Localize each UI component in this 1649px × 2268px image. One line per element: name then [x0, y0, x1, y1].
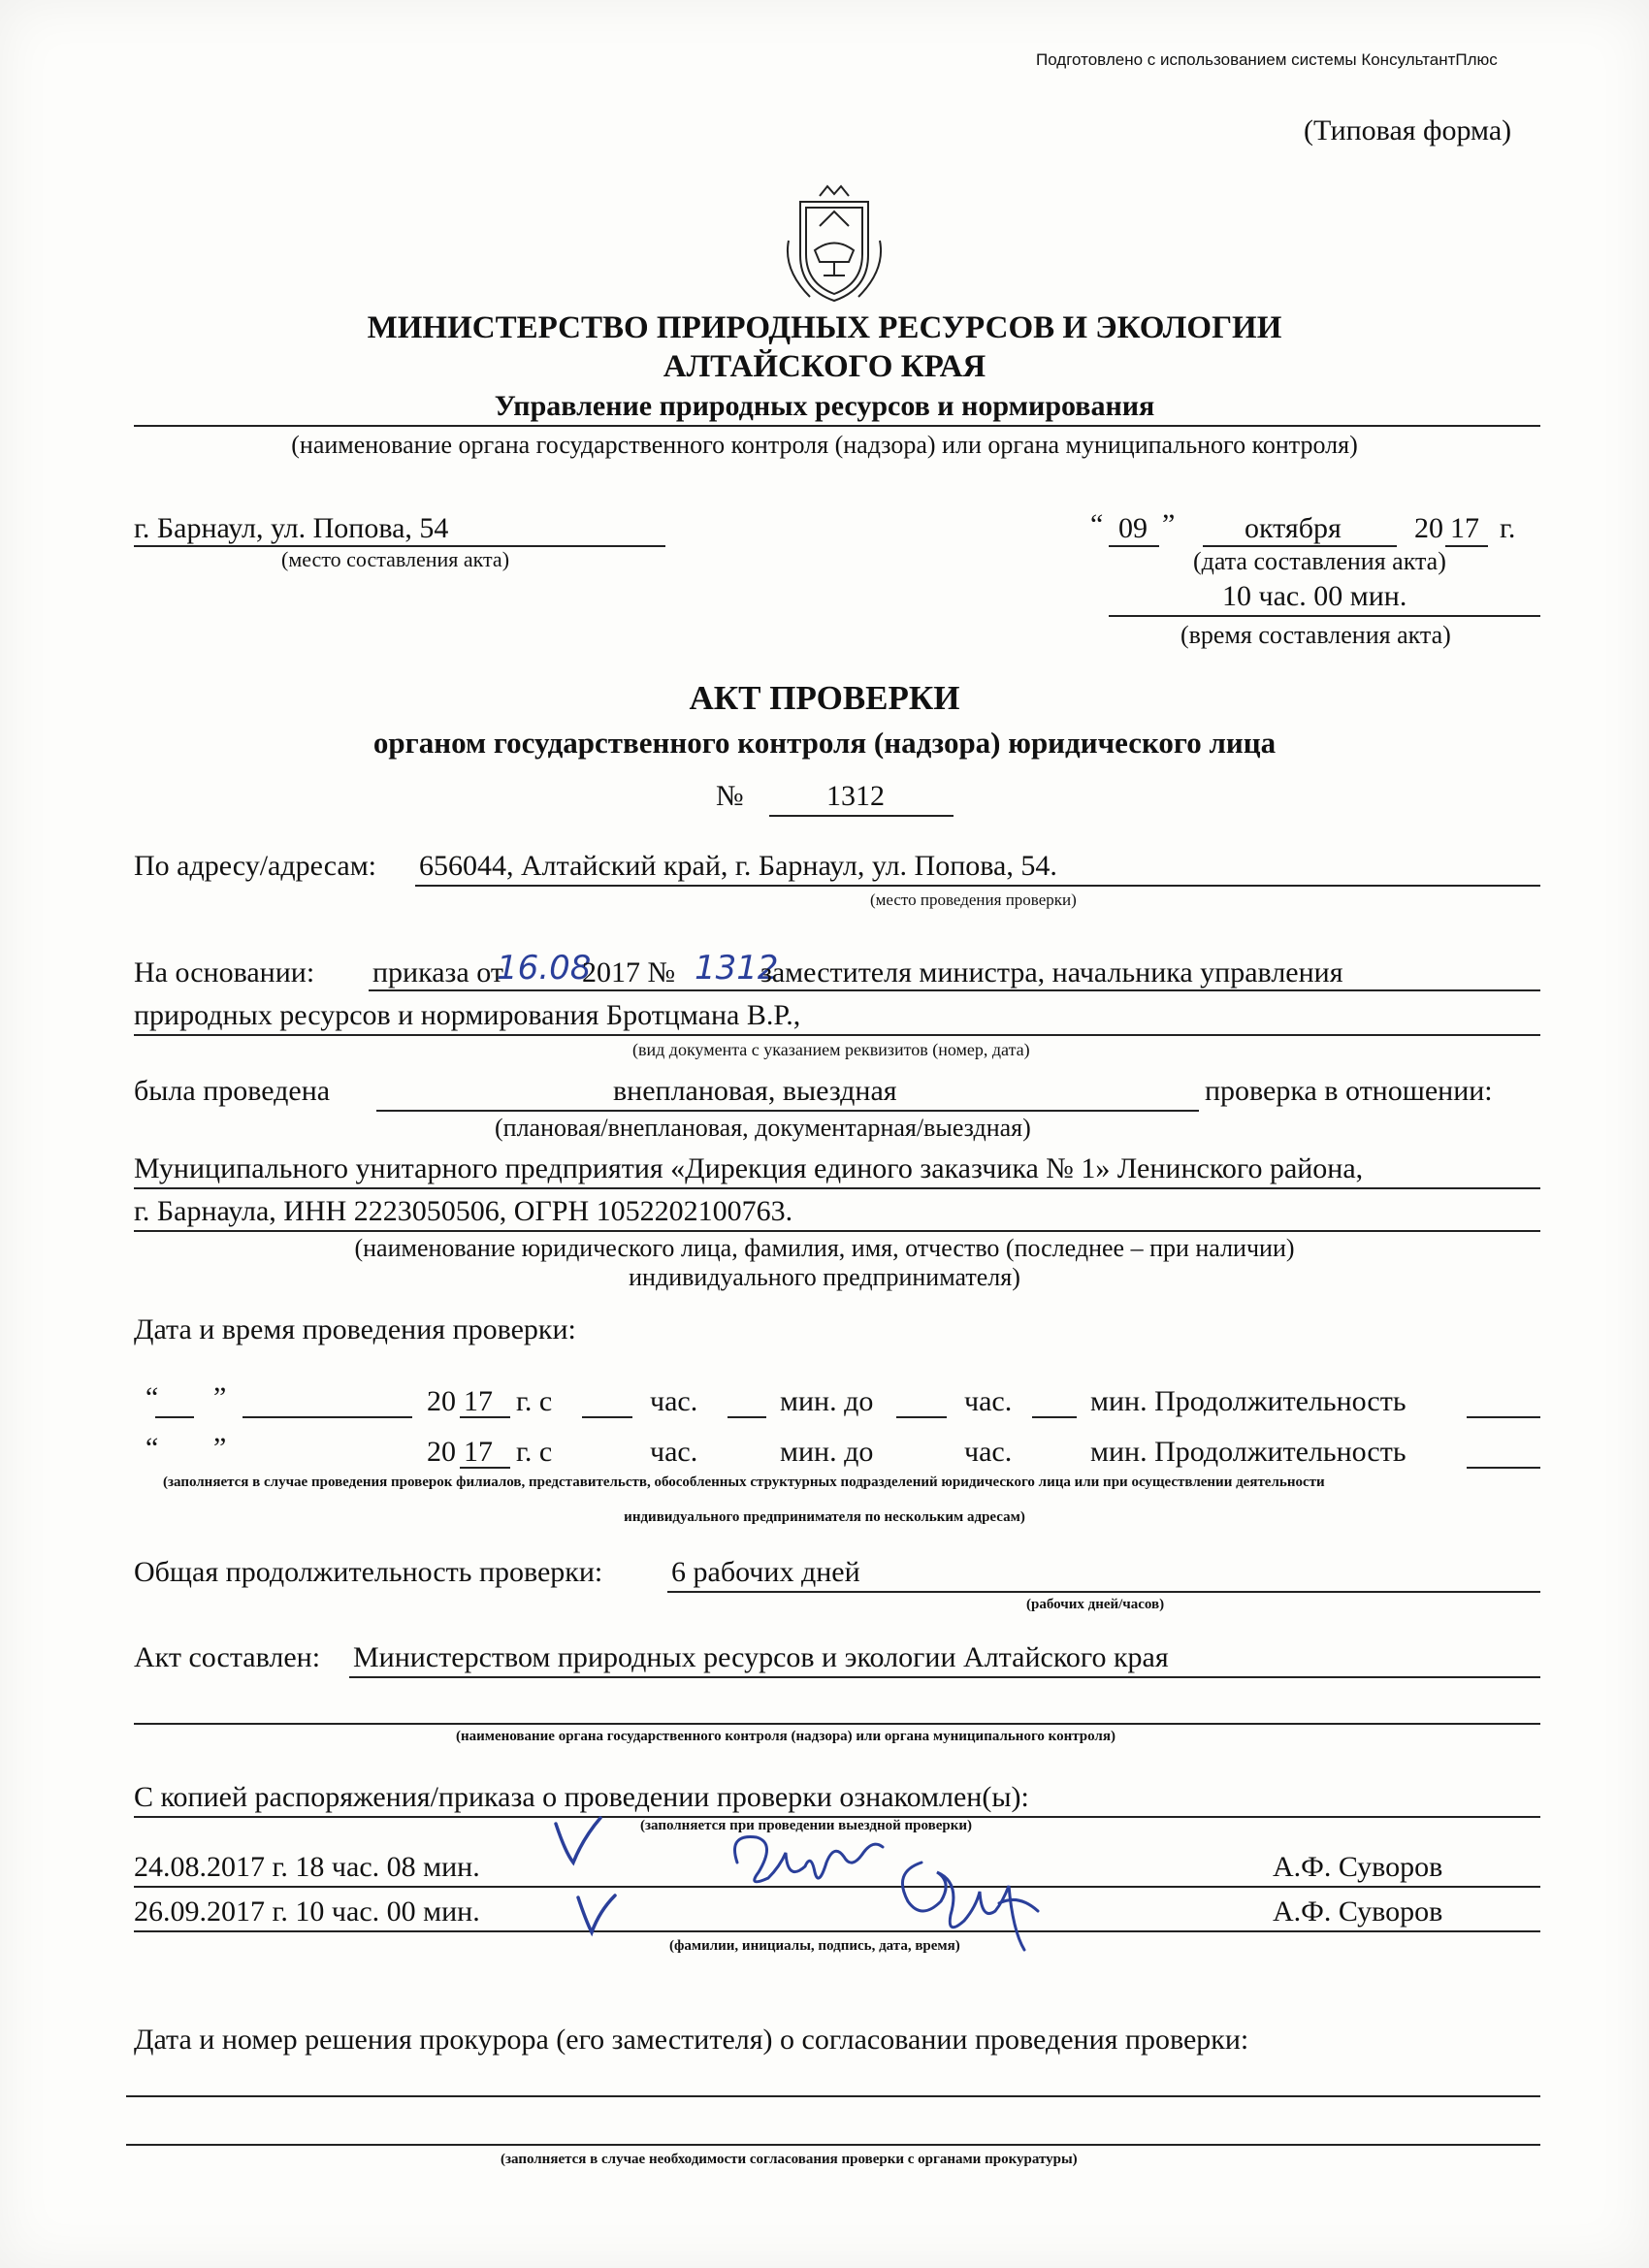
basis-part1: приказа от	[372, 956, 503, 988]
compiled-label: Акт составлен:	[134, 1641, 321, 1673]
act-place-caption: (место составления акта)	[281, 547, 510, 571]
address-label: По адресу/адресам:	[134, 850, 377, 882]
date-quote-open: “	[1090, 508, 1104, 540]
datetime-row1-hours2: час.	[964, 1385, 1013, 1417]
basis-label: На основании:	[134, 956, 315, 988]
datetime-row2-quote-open: “	[146, 1432, 159, 1464]
basis-line2: природных ресурсов и нормирования Бротцмана В.Р.,	[134, 999, 801, 1031]
act-number: 1312	[826, 780, 885, 812]
act-number-label: №	[716, 780, 744, 812]
divider	[134, 1187, 1540, 1189]
total-caption: (рабочих дней/часов)	[1026, 1597, 1165, 1612]
act-date-caption: (дата составления акта)	[1193, 547, 1446, 575]
divider	[460, 1416, 510, 1418]
divider	[1109, 615, 1540, 617]
divider	[1445, 545, 1488, 547]
compiled-value: Министерством природных ресурсов и экологии Алтайского края	[353, 1641, 1169, 1673]
divider	[126, 2144, 1540, 2146]
entity-caption1: (наименование юридического лица, фамилия, имя, отчество (последнее – при наличии)	[354, 1234, 1295, 1262]
organization-department: Управление природных ресурсов и нормирования	[494, 390, 1155, 422]
act-month: октября	[1245, 512, 1342, 544]
divider	[349, 1676, 1540, 1678]
date-quote-close: ”	[1162, 508, 1176, 540]
form-type: (Типовая форма)	[1304, 114, 1512, 146]
datetime-row2-duration: мин. Продолжительность	[1090, 1436, 1406, 1468]
divider	[769, 815, 954, 817]
act-subtitle: органом государственного контроля (надзора) юридического лица	[372, 726, 1277, 760]
datetime-row1-quote-open: “	[146, 1381, 159, 1413]
acquainted-row2-datetime: 26.09.2017 г. 10 час. 00 мин.	[134, 1895, 480, 1928]
datetime-row1-mins-to: мин. до	[780, 1385, 874, 1417]
datetime-row1-hours: час.	[650, 1385, 698, 1417]
divider	[369, 989, 1540, 991]
act-day: 09	[1118, 512, 1148, 544]
datetime-row2-hours2: час.	[964, 1436, 1013, 1468]
datetime-row1-year-suffix: 17	[464, 1385, 493, 1417]
divider	[376, 1110, 1199, 1112]
datetime-row2-year-prefix: 20	[427, 1436, 456, 1468]
entity-caption2: индивидуального предпринимателя)	[629, 1263, 1020, 1291]
datetime-row1-duration: мин. Продолжительность	[1090, 1385, 1406, 1417]
datetime-caption2: индивидуального предпринимателя по нескольким адресам)	[624, 1509, 1025, 1525]
acquainted-caption-top: (заполняется при проведении выездной проверки)	[640, 1818, 972, 1833]
basis-handwritten-date: 16.08	[497, 949, 592, 988]
datetime-row1-year-prefix: 20	[427, 1385, 456, 1417]
datetime-row2-from: г. с	[516, 1436, 553, 1468]
datetime-caption1: (заполняется в случае проведения проверок филиалов, представительств, обособленных структурных подразделений юридического лица или при осуществлении деятельности	[163, 1474, 1325, 1490]
inspection-type-suffix: проверка в отношении:	[1205, 1075, 1493, 1107]
address-caption: (место проведения проверки)	[870, 891, 1077, 909]
datetime-row2-year-suffix: 17	[464, 1436, 493, 1468]
organization-caption: (наименование органа государственного контроля (надзора) или органа муниципального контроля)	[291, 431, 1358, 459]
divider	[134, 1723, 1540, 1725]
act-time-caption: (время составления акта)	[1180, 621, 1451, 649]
organization-line2: АЛТАЙСКОГО КРАЯ	[663, 349, 986, 384]
total-value: 6 рабочих дней	[671, 1556, 860, 1588]
basis-part3: заместителя министра, начальника управления	[760, 956, 1343, 988]
prosecutor-label: Дата и номер решения прокурора (его заместителя) о согласовании проведения проверки:	[134, 2024, 1249, 2056]
signature-icon	[718, 1824, 892, 1916]
basis-caption: (вид документа с указанием реквизитов (номер, дата)	[632, 1040, 1030, 1059]
entity-line1: Муниципального унитарного предприятия «Дирекция единого заказчика № 1» Ленинского района,	[134, 1152, 1364, 1184]
act-year-prefix: 20	[1414, 512, 1443, 544]
signature-icon	[892, 1843, 1057, 1964]
divider	[1109, 545, 1159, 547]
datetime-label: Дата и время проведения проверки:	[134, 1313, 576, 1345]
act-place: г. Барнаул, ул. Попова, 54	[134, 512, 449, 544]
checkmark-icon	[572, 1892, 621, 1945]
inspection-type-label: была проведена	[134, 1075, 331, 1107]
total-label: Общая продолжительность проверки:	[134, 1556, 603, 1588]
divider	[1467, 1467, 1540, 1469]
act-time: 10 час. 00 мин.	[1222, 580, 1407, 612]
divider	[134, 1230, 1540, 1232]
divider	[1032, 1416, 1077, 1418]
entity-line2: г. Барнаула, ИНН 2223050506, ОГРН 1052202100763.	[134, 1195, 793, 1227]
divider	[242, 1416, 412, 1418]
divider	[126, 2095, 1540, 2097]
act-year-suffix: 17	[1450, 512, 1479, 544]
divider	[582, 1416, 632, 1418]
divider	[415, 885, 1540, 887]
act-year-g: г.	[1500, 512, 1516, 544]
divider	[1467, 1416, 1540, 1418]
divider	[667, 1591, 1540, 1593]
divider	[134, 1034, 1540, 1036]
basis-handwritten-number: 1312	[695, 949, 779, 988]
acquainted-label: С копией распоряжения/приказа о проведении проверки ознакомлен(ы):	[134, 1781, 1029, 1813]
inspection-type-value: внеплановая, выездная	[613, 1075, 897, 1107]
compiled-caption: (наименование органа государственного контроля (надзора) или органа муниципального контроля)	[456, 1729, 1116, 1744]
prosecutor-caption: (заполняется в случае необходимости согласования проверки с органами прокуратуры)	[501, 2152, 1078, 2167]
datetime-row2-hours: час.	[650, 1436, 698, 1468]
divider	[155, 1416, 194, 1418]
checkmark-icon	[548, 1814, 606, 1877]
acquainted-row1-name: А.Ф. Суворов	[1273, 1851, 1443, 1883]
altai-coat-of-arms-icon	[781, 182, 888, 308]
divider	[896, 1416, 947, 1418]
divider	[460, 1467, 510, 1469]
datetime-row2-mins-to: мин. до	[780, 1436, 874, 1468]
address-value: 656044, Алтайский край, г. Барнаул, ул. Попова, 54.	[419, 850, 1057, 882]
acquainted-caption-bottom: (фамилии, инициалы, подпись, дата, время)	[669, 1938, 960, 1954]
divider	[728, 1416, 766, 1418]
acquainted-row1-datetime: 24.08.2017 г. 18 час. 08 мин.	[134, 1851, 480, 1883]
datetime-row1-quote-close: ”	[213, 1381, 227, 1413]
divider	[134, 425, 1540, 427]
datetime-row1-from: г. с	[516, 1385, 553, 1417]
acquainted-row2-name: А.Ф. Суворов	[1273, 1895, 1443, 1928]
inspection-type-caption: (плановая/внеплановая, документарная/выездная)	[495, 1114, 1031, 1142]
organization-line1: МИНИСТЕРСТВО ПРИРОДНЫХ РЕСУРСОВ И ЭКОЛОГИИ	[367, 310, 1282, 345]
basis-part2: 2017 №	[582, 956, 676, 988]
divider	[134, 1930, 1540, 1932]
act-title: АКТ ПРОВЕРКИ	[689, 679, 960, 717]
datetime-row2-quote-close: ”	[213, 1432, 227, 1464]
prepared-note: Подготовлено с использованием системы КонсультантПлюс	[1036, 50, 1498, 69]
